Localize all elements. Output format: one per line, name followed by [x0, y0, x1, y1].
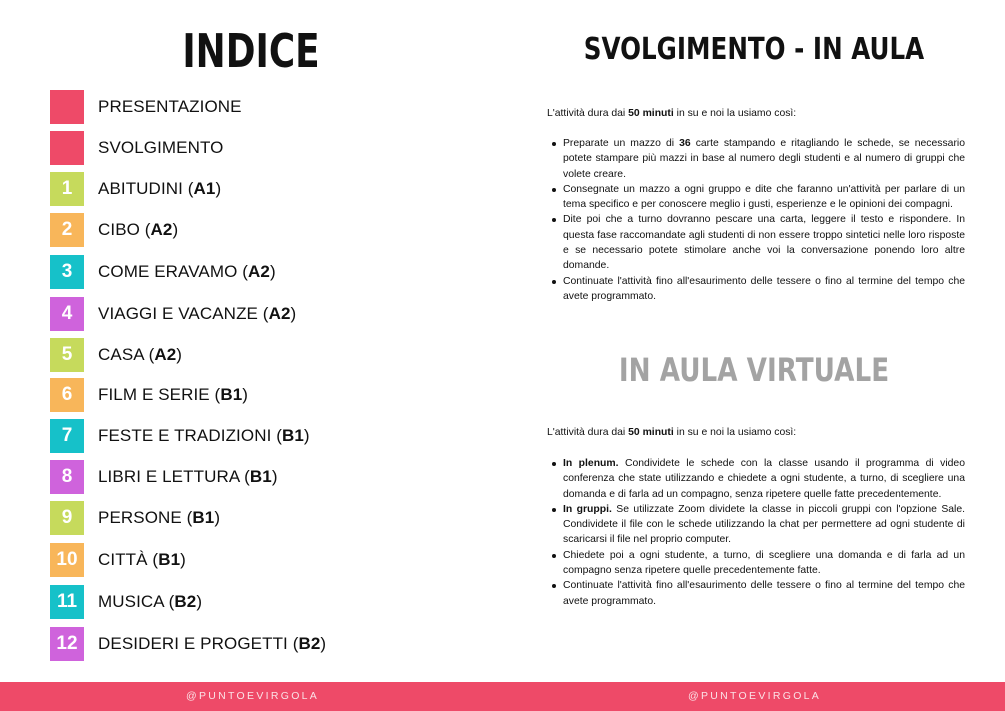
index-number-box: 7	[50, 419, 84, 453]
index-number-box: 3	[50, 255, 84, 289]
index-label-suffix: )	[214, 508, 221, 527]
index-label	[98, 426, 310, 446]
bullet-item	[547, 182, 965, 213]
index-number-box: 9	[50, 501, 84, 535]
bullet-text: Se utilizzate Zoom dividete la classe in piccoli gruppi con l'opzione Sale. Condividete il file con le schede utilizzando la chat per permettere ad ogni studente di scaricarsi il file nel proprio computer.	[563, 503, 965, 546]
bullet-text: Continuate l'attività fino all'esaurimento delle tessere o fino al termine del tempo che avete programmato.	[563, 275, 965, 302]
index-item	[50, 627, 326, 661]
index-item	[50, 213, 178, 247]
index-label-suffix: )	[271, 467, 278, 486]
intro-aula-virtuale	[547, 427, 967, 438]
index-label-text: LIBRI E LETTURA (	[98, 467, 250, 486]
bullet-item	[547, 456, 965, 502]
index-label-text: CITTÀ (	[98, 550, 159, 569]
intro-text: L'attività dura dai	[547, 108, 629, 119]
index-label-suffix: )	[180, 550, 186, 569]
index-level: B1	[249, 467, 272, 486]
index-number-box: 4	[50, 297, 84, 331]
index-number-box	[50, 90, 84, 124]
index-label-text: CIBO (	[98, 220, 151, 239]
index-item	[50, 172, 221, 206]
index-label-text: SVOLGIMENTO	[98, 138, 224, 157]
intro-text: in su e noi la usiamo così:	[673, 108, 797, 119]
index-label-text: COME ERAVAMO (	[98, 262, 249, 281]
index-number-box: 11	[50, 585, 84, 619]
intro-duration: 50 minuti	[628, 427, 674, 438]
bullet-text: Chiedete poi a ogni studente, a turno, di scegliere una domanda e di farla ad un compagno senza ripetere quelle precedentemente fatte.	[563, 549, 965, 577]
index-item	[50, 585, 202, 619]
bullet-item	[547, 548, 965, 579]
index-label-suffix: )	[303, 426, 310, 445]
index-number-box: 1	[50, 172, 84, 206]
index-title: INDICE	[182, 24, 320, 78]
footer-handle-left: @PUNTOEVIRGOLA	[186, 690, 320, 702]
index-label	[98, 304, 296, 324]
index-number-box: 12	[50, 627, 84, 661]
index-level: B1	[220, 385, 243, 404]
intro-text: L'attività dura dai	[547, 427, 629, 438]
index-label-suffix: )	[172, 220, 179, 239]
index-level: B1	[192, 508, 215, 527]
bullet-item	[547, 578, 965, 609]
intro-duration: 50 minuti	[628, 108, 674, 119]
instructions-page	[503, 0, 1005, 682]
index-level: B1	[281, 426, 304, 445]
index-label-suffix: )	[320, 634, 327, 653]
index-label-suffix: )	[215, 179, 222, 198]
index-level: B1	[158, 550, 181, 569]
index-number-box: 5	[50, 338, 84, 372]
bullet-bold-text: In gruppi.	[563, 503, 612, 515]
index-label-text: MUSICA (	[98, 592, 175, 611]
bullet-item	[547, 502, 965, 548]
bullet-bold-text: In plenum.	[563, 458, 619, 469]
index-item	[50, 297, 296, 331]
index-label-text: DESIDERI E PROGETTI (	[98, 634, 299, 653]
bullet-item	[547, 136, 965, 182]
footer-handle-right: @PUNTOEVIRGOLA	[688, 690, 822, 702]
index-label-suffix: )	[242, 385, 249, 404]
index-number-box: 2	[50, 213, 84, 247]
section-title-aula-virtuale: IN AULA VIRTUALE	[618, 351, 890, 389]
index-label	[98, 467, 278, 487]
index-level: B2	[298, 634, 321, 653]
index-number-box: 8	[50, 460, 84, 494]
index-label	[98, 262, 276, 282]
index-label	[98, 179, 221, 199]
index-label-suffix: )	[269, 262, 276, 281]
index-level: A2	[150, 220, 173, 239]
index-item	[50, 90, 242, 124]
index-label	[98, 220, 178, 240]
index-item	[50, 460, 278, 494]
index-item	[50, 501, 220, 535]
index-label-suffix: )	[196, 592, 203, 611]
index-label	[98, 385, 248, 405]
index-item	[50, 543, 186, 577]
index-label	[98, 97, 242, 117]
index-item	[50, 378, 248, 412]
bullet-text: Preparate un mazzo di	[563, 138, 680, 149]
bullet-bold-text: 36	[679, 138, 691, 149]
index-number-box	[50, 131, 84, 165]
index-level: A2	[154, 345, 177, 364]
index-label-suffix: )	[176, 345, 183, 364]
bullet-text: Consegnate un mazzo a ogni gruppo e dite che faranno un'attività per parlare di un tema specifico e per conoscere meglio i gusti, esperienze e le opinioni dei compagni.	[563, 183, 965, 211]
index-label	[98, 634, 326, 654]
index-label	[98, 138, 223, 158]
index-label-text: ABITUDINI (	[98, 179, 194, 198]
footer-bar	[0, 682, 1005, 711]
bullet-list-in-aula	[547, 136, 965, 304]
bullet-text: carte stampando e ritagliando le schede, se necessario potete stampare più mazzi in base al numero degli studenti e al numero di gruppi che volete creare.	[563, 138, 965, 180]
index-number-box: 10	[50, 543, 84, 577]
bullet-text: Continuate l'attività fino all'esaurimento delle tessere o fino al termine del tempo che avete programmato.	[563, 580, 965, 607]
bullet-text: Dite poi che a turno dovranno pescare una carta, leggere il testo e rispondere. In questa fase raccomandate agli studenti di non essere troppo sintetici nelle loro risposte e se necessario potete stimolare anche voi la conversazione ponendo loro altre domande.	[563, 214, 965, 272]
bullet-text: Condividete le schede con la classe usando il programma di video conferenza che state utilizzando e chiedete a ogni studente, a turno, di scegliere una domanda e di farla ad un compagno, senza ripetere quelle fatte precedentemente.	[563, 458, 965, 500]
index-label-text: VIAGGI E VACANZE (	[98, 304, 269, 323]
index-item	[50, 131, 223, 165]
index-label-text: FESTE E TRADIZIONI (	[98, 426, 282, 445]
index-label	[98, 345, 182, 365]
bullet-item	[547, 212, 965, 273]
index-level: A2	[268, 304, 291, 323]
intro-in-aula	[547, 108, 967, 119]
index-level: B2	[174, 592, 197, 611]
index-item	[50, 419, 310, 453]
index-number-box: 6	[50, 378, 84, 412]
index-label	[98, 550, 186, 570]
index-label-text: FILM E SERIE (	[98, 385, 221, 404]
index-item	[50, 255, 276, 289]
index-level: A1	[193, 179, 216, 198]
intro-text: in su e noi la usiamo così:	[673, 427, 797, 438]
bullet-list-aula-virtuale	[547, 456, 965, 609]
bullet-item	[547, 274, 965, 305]
section-title-in-aula: SVOLGIMENTO - IN AULA	[583, 32, 925, 67]
index-level: A2	[248, 262, 270, 281]
index-page	[0, 0, 500, 682]
index-label	[98, 592, 202, 612]
index-label-suffix: )	[290, 304, 297, 323]
index-label-text: PERSONE (	[98, 508, 193, 527]
index-label	[98, 508, 220, 528]
index-label-text: PRESENTAZIONE	[98, 97, 242, 116]
index-label-text: CASA (	[98, 345, 155, 364]
index-item	[50, 338, 182, 372]
